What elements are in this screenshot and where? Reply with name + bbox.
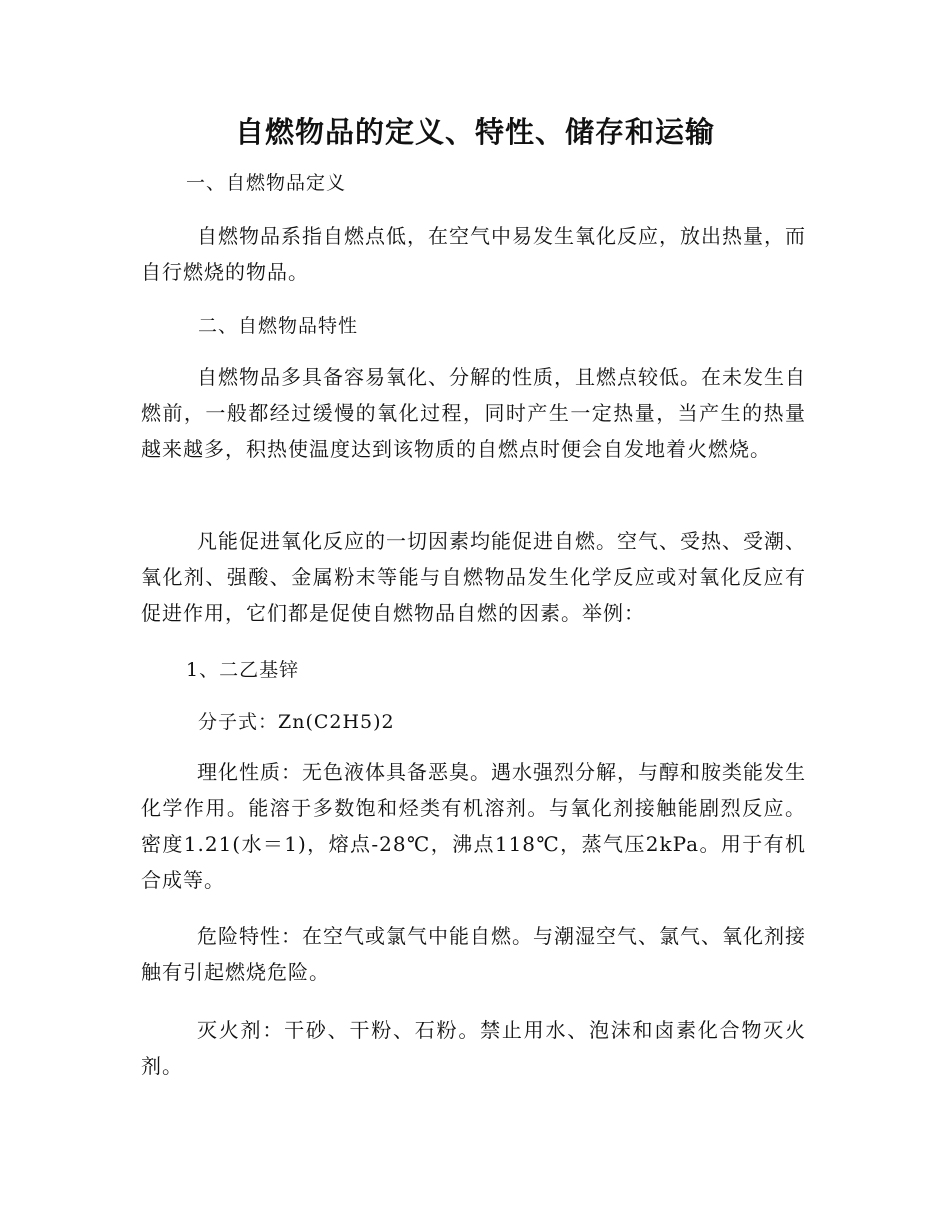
paragraph-hazard: 危险特性：在空气或氯气中能自燃。与潮湿空气、氯气、氧化剂接触有引起燃烧危险。 (141, 924, 806, 984)
paragraph-physicochemical: 理化性质：无色液体具备恶臭。遇水强烈分解，与醇和胺类能发生化学作用。能溶于多数饱和烃类有机溶剂。与氧化剂接触能剧烈反应。密度1.21(水＝1)，熔点-28℃，沸点118℃，蒸气压2kPa。用于有机合成等。 (141, 760, 806, 892)
paragraph-properties-1: 自燃物品多具备容易氧化、分解的性质，且燃点较低。在未发生自燃前，一般都经过缓慢的氧化过程，同时产生一定热量，当产生的热量越来越多，积热使温度达到该物质的自燃点时便会自发地着火燃烧。 (141, 365, 806, 461)
section-heading-definition: 一、自燃物品定义 (186, 172, 347, 194)
item-formula: 分子式：Zn(C2H5)2 (198, 711, 395, 733)
paragraph-extinguishing-agent: 灭火剂：干砂、干粉、石粉。禁止用水、泡沫和卤素化合物灭火剂。 (141, 1018, 806, 1078)
section-heading-properties: 二、自燃物品特性 (198, 315, 359, 337)
paragraph-definition: 自燃物品系指自燃点低，在空气中易发生氧化反应，放出热量，而自行燃烧的物品。 (141, 224, 806, 284)
item-heading-diethylzinc: 1、二乙基锌 (186, 659, 300, 681)
paragraph-properties-2: 凡能促进氧化反应的一切因素均能促进自燃。空气、受热、受潮、氧化剂、强酸、金属粉末等能与自燃物品发生化学反应或对氧化反应有促进作用，它们都是促使自燃物品自燃的因素。举例： (141, 529, 806, 625)
document-title: 自燃物品的定义、特性、储存和运输 (234, 115, 715, 149)
